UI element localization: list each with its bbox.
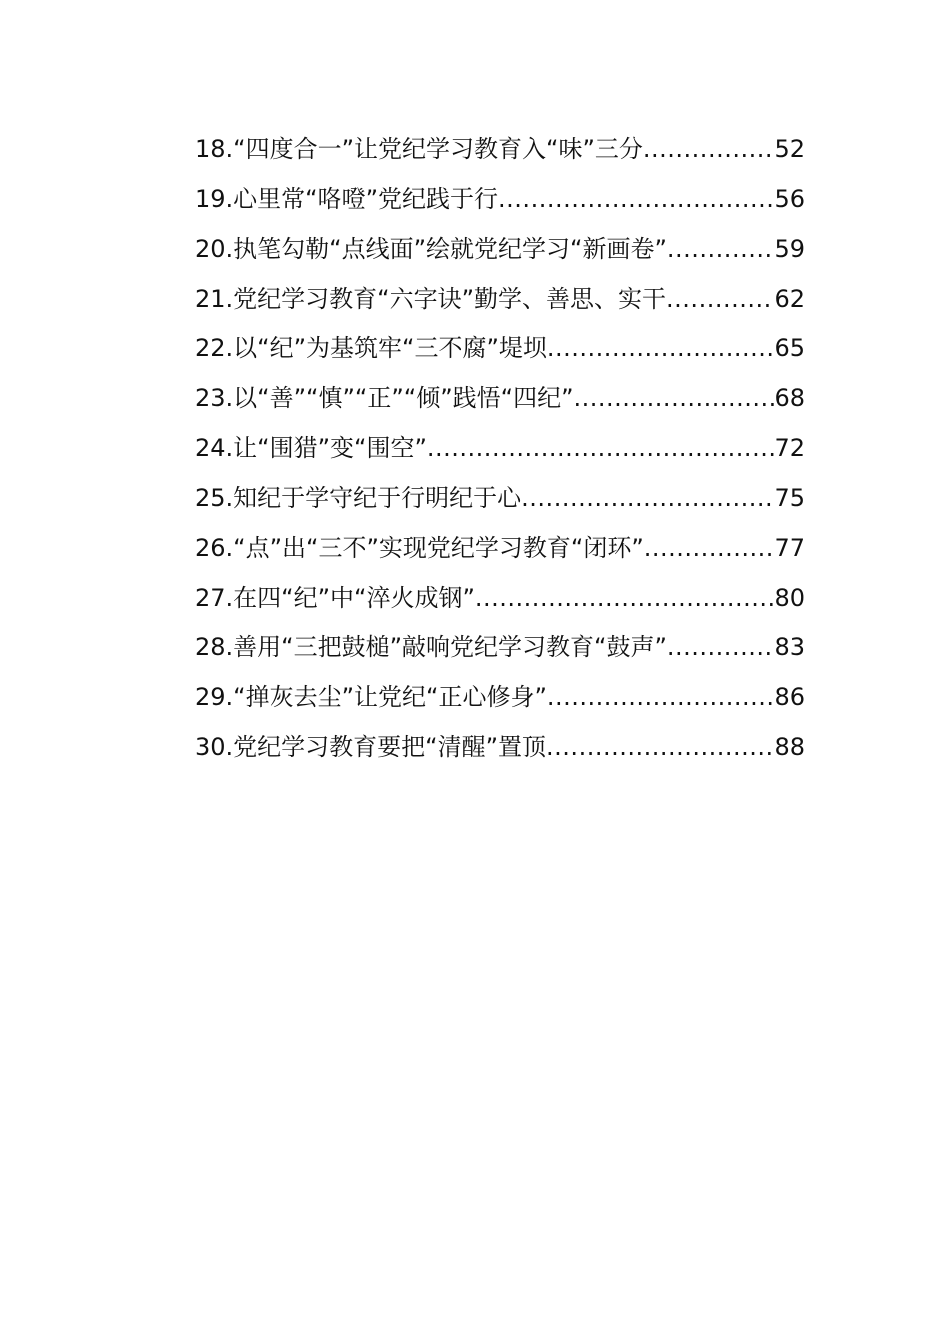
table-of-contents bbox=[195, 125, 805, 773]
toc-entry-title: 27.在四“纪”中“淬火成钢” bbox=[195, 583, 475, 612]
toc-entry-title: 21.党纪学习教育“六字诀”勤学、善思、实干 bbox=[195, 284, 667, 313]
dot-leader bbox=[547, 324, 775, 374]
dot-leader bbox=[643, 125, 775, 175]
toc-entry-29[interactable] bbox=[195, 673, 805, 723]
toc-entry-page: 56 bbox=[774, 184, 805, 213]
toc-entry-page: 62 bbox=[774, 284, 805, 313]
toc-entry-title: 19.心里常“咯噔”党纪践于行 bbox=[195, 184, 499, 213]
dot-leader bbox=[546, 723, 774, 773]
toc-entry-18[interactable] bbox=[195, 125, 805, 175]
toc-entry-page: 80 bbox=[774, 583, 805, 612]
toc-entry-24[interactable] bbox=[195, 424, 805, 474]
toc-entry-page: 68 bbox=[774, 384, 805, 413]
toc-entry-20[interactable] bbox=[195, 225, 805, 275]
toc-entry-title: 30.党纪学习教育要把“清醒”置顶 bbox=[195, 733, 547, 762]
toc-entry-title: 25.知纪于学守纪于行明纪于心 bbox=[195, 483, 522, 512]
toc-entry-27[interactable] bbox=[195, 574, 805, 624]
toc-entry-page: 77 bbox=[774, 533, 805, 562]
dot-leader bbox=[667, 623, 775, 673]
toc-entry-title: 26.“点”出“三不”实现党纪学习教育“闭环” bbox=[195, 533, 644, 562]
toc-entry-28[interactable] bbox=[195, 623, 805, 673]
toc-entry-page: 83 bbox=[774, 633, 805, 662]
dot-leader bbox=[475, 574, 775, 624]
dot-leader bbox=[644, 524, 775, 574]
toc-entry-title: 23.以“善”“慎”“正”“倾”践悟“四纪” bbox=[195, 384, 574, 413]
dot-leader bbox=[667, 225, 775, 275]
dot-leader bbox=[427, 424, 775, 474]
dot-leader bbox=[547, 673, 775, 723]
dot-leader bbox=[498, 175, 774, 225]
toc-entry-26[interactable] bbox=[195, 524, 805, 574]
toc-entry-page: 59 bbox=[774, 234, 805, 263]
toc-entry-page: 75 bbox=[774, 483, 805, 512]
toc-entry-page: 72 bbox=[774, 434, 805, 463]
toc-entry-title: 20.执笔勾勒“点线面”绘就党纪学习“新画卷” bbox=[195, 234, 667, 263]
toc-entry-title: 28.善用“三把鼓槌”敲响党纪学习教育“鼓声” bbox=[195, 633, 667, 662]
dot-leader bbox=[521, 474, 774, 524]
toc-entry-page: 86 bbox=[774, 683, 805, 712]
dot-leader bbox=[666, 275, 774, 325]
toc-entry-25[interactable] bbox=[195, 474, 805, 524]
toc-entry-23[interactable] bbox=[195, 374, 805, 424]
toc-entry-title: 18.“四度合一”让党纪学习教育入“味”三分 bbox=[195, 135, 643, 163]
toc-entry-page: 52 bbox=[774, 135, 805, 163]
dot-leader bbox=[574, 374, 775, 424]
toc-entry-title: 22.以“纪”为基筑牢“三不腐”堤坝 bbox=[195, 334, 547, 363]
toc-entry-page: 88 bbox=[774, 733, 805, 762]
toc-entry-22[interactable] bbox=[195, 324, 805, 374]
toc-entry-21[interactable] bbox=[195, 275, 805, 325]
toc-entry-30[interactable] bbox=[195, 723, 805, 773]
toc-entry-19[interactable] bbox=[195, 175, 805, 225]
toc-entry-page: 65 bbox=[774, 334, 805, 363]
toc-entry-title: 24.让“围猎”变“围空” bbox=[195, 434, 427, 463]
toc-entry-title: 29.“掸灰去尘”让党纪“正心修身” bbox=[195, 683, 547, 712]
